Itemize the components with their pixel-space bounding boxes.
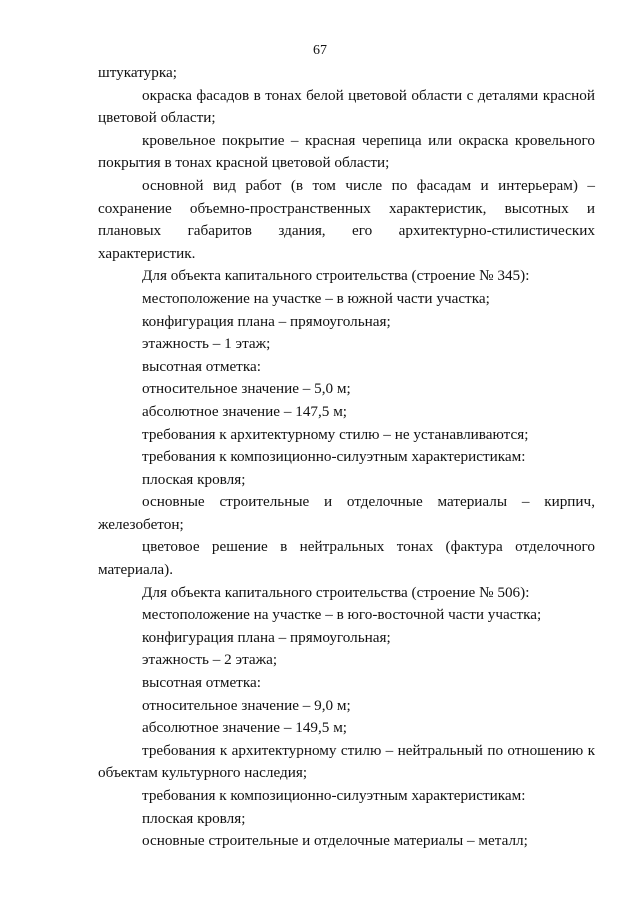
paragraph: местоположение на участке – в юго-восточной части участка;	[142, 606, 542, 624]
paragraph: окраска фасадов в тонах белой цветовой области с деталями красной цветовой области;	[98, 86, 595, 127]
document-body	[98, 62, 595, 853]
paragraph: высотная отметка:	[142, 674, 261, 692]
paragraph: требования к композиционно-силуэтным характеристикам:	[142, 448, 526, 466]
paragraph: местоположение на участке – в южной части участка;	[142, 289, 490, 307]
paragraph: абсолютное значение – 147,5 м;	[142, 402, 348, 420]
paragraph: цветовое решение в нейтральных тонах (фактура отделочного материала).	[98, 538, 595, 579]
paragraph: конфигурация плана – прямоугольная;	[142, 312, 391, 330]
paragraph: относительное значение – 9,0 м;	[142, 696, 351, 714]
paragraph: требования к архитектурному стилю – нейтральный по отношению к объектам культурного наследия;	[98, 741, 595, 782]
paragraph: конфигурация плана – прямоугольная;	[142, 628, 391, 646]
paragraph: абсолютное значение – 149,5 м;	[142, 719, 348, 737]
paragraph: основные строительные и отделочные материалы – кирпич, железобетон;	[98, 493, 595, 533]
paragraph: плоская кровля;	[142, 470, 246, 488]
paragraph: требования к архитектурному стилю – не устанавливаются;	[142, 425, 529, 443]
paragraph: этажность – 1 этаж;	[142, 335, 271, 353]
paragraph: основной вид работ (в том числе по фасадам и интерьерам) – сохранение объемно-пространственных характеристик, высотных и плановых габаритов здания, его архитектурно-стилистических характеристик.	[98, 176, 595, 262]
paragraph: высотная отметка:	[142, 357, 261, 375]
paragraph: плоская кровля;	[142, 809, 246, 827]
paragraph: кровельное покрытие – красная черепица или окраска кровельного покрытия в тонах красной цветовой области;	[98, 131, 595, 172]
paragraph: относительное значение – 5,0 м;	[142, 380, 351, 398]
paragraph: основные строительные и отделочные материалы – металл;	[142, 832, 528, 850]
paragraph: Для объекта капитального строительства (строение № 345):	[142, 267, 530, 285]
paragraph: требования к композиционно-силуэтным характеристикам:	[142, 787, 526, 804]
paragraph: этажность – 2 этажа;	[142, 651, 278, 669]
page-number: 67	[313, 43, 327, 58]
paragraph: Для объекта капитального строительства (строение № 506):	[142, 583, 530, 601]
paragraph: штукатурка;	[98, 64, 177, 81]
